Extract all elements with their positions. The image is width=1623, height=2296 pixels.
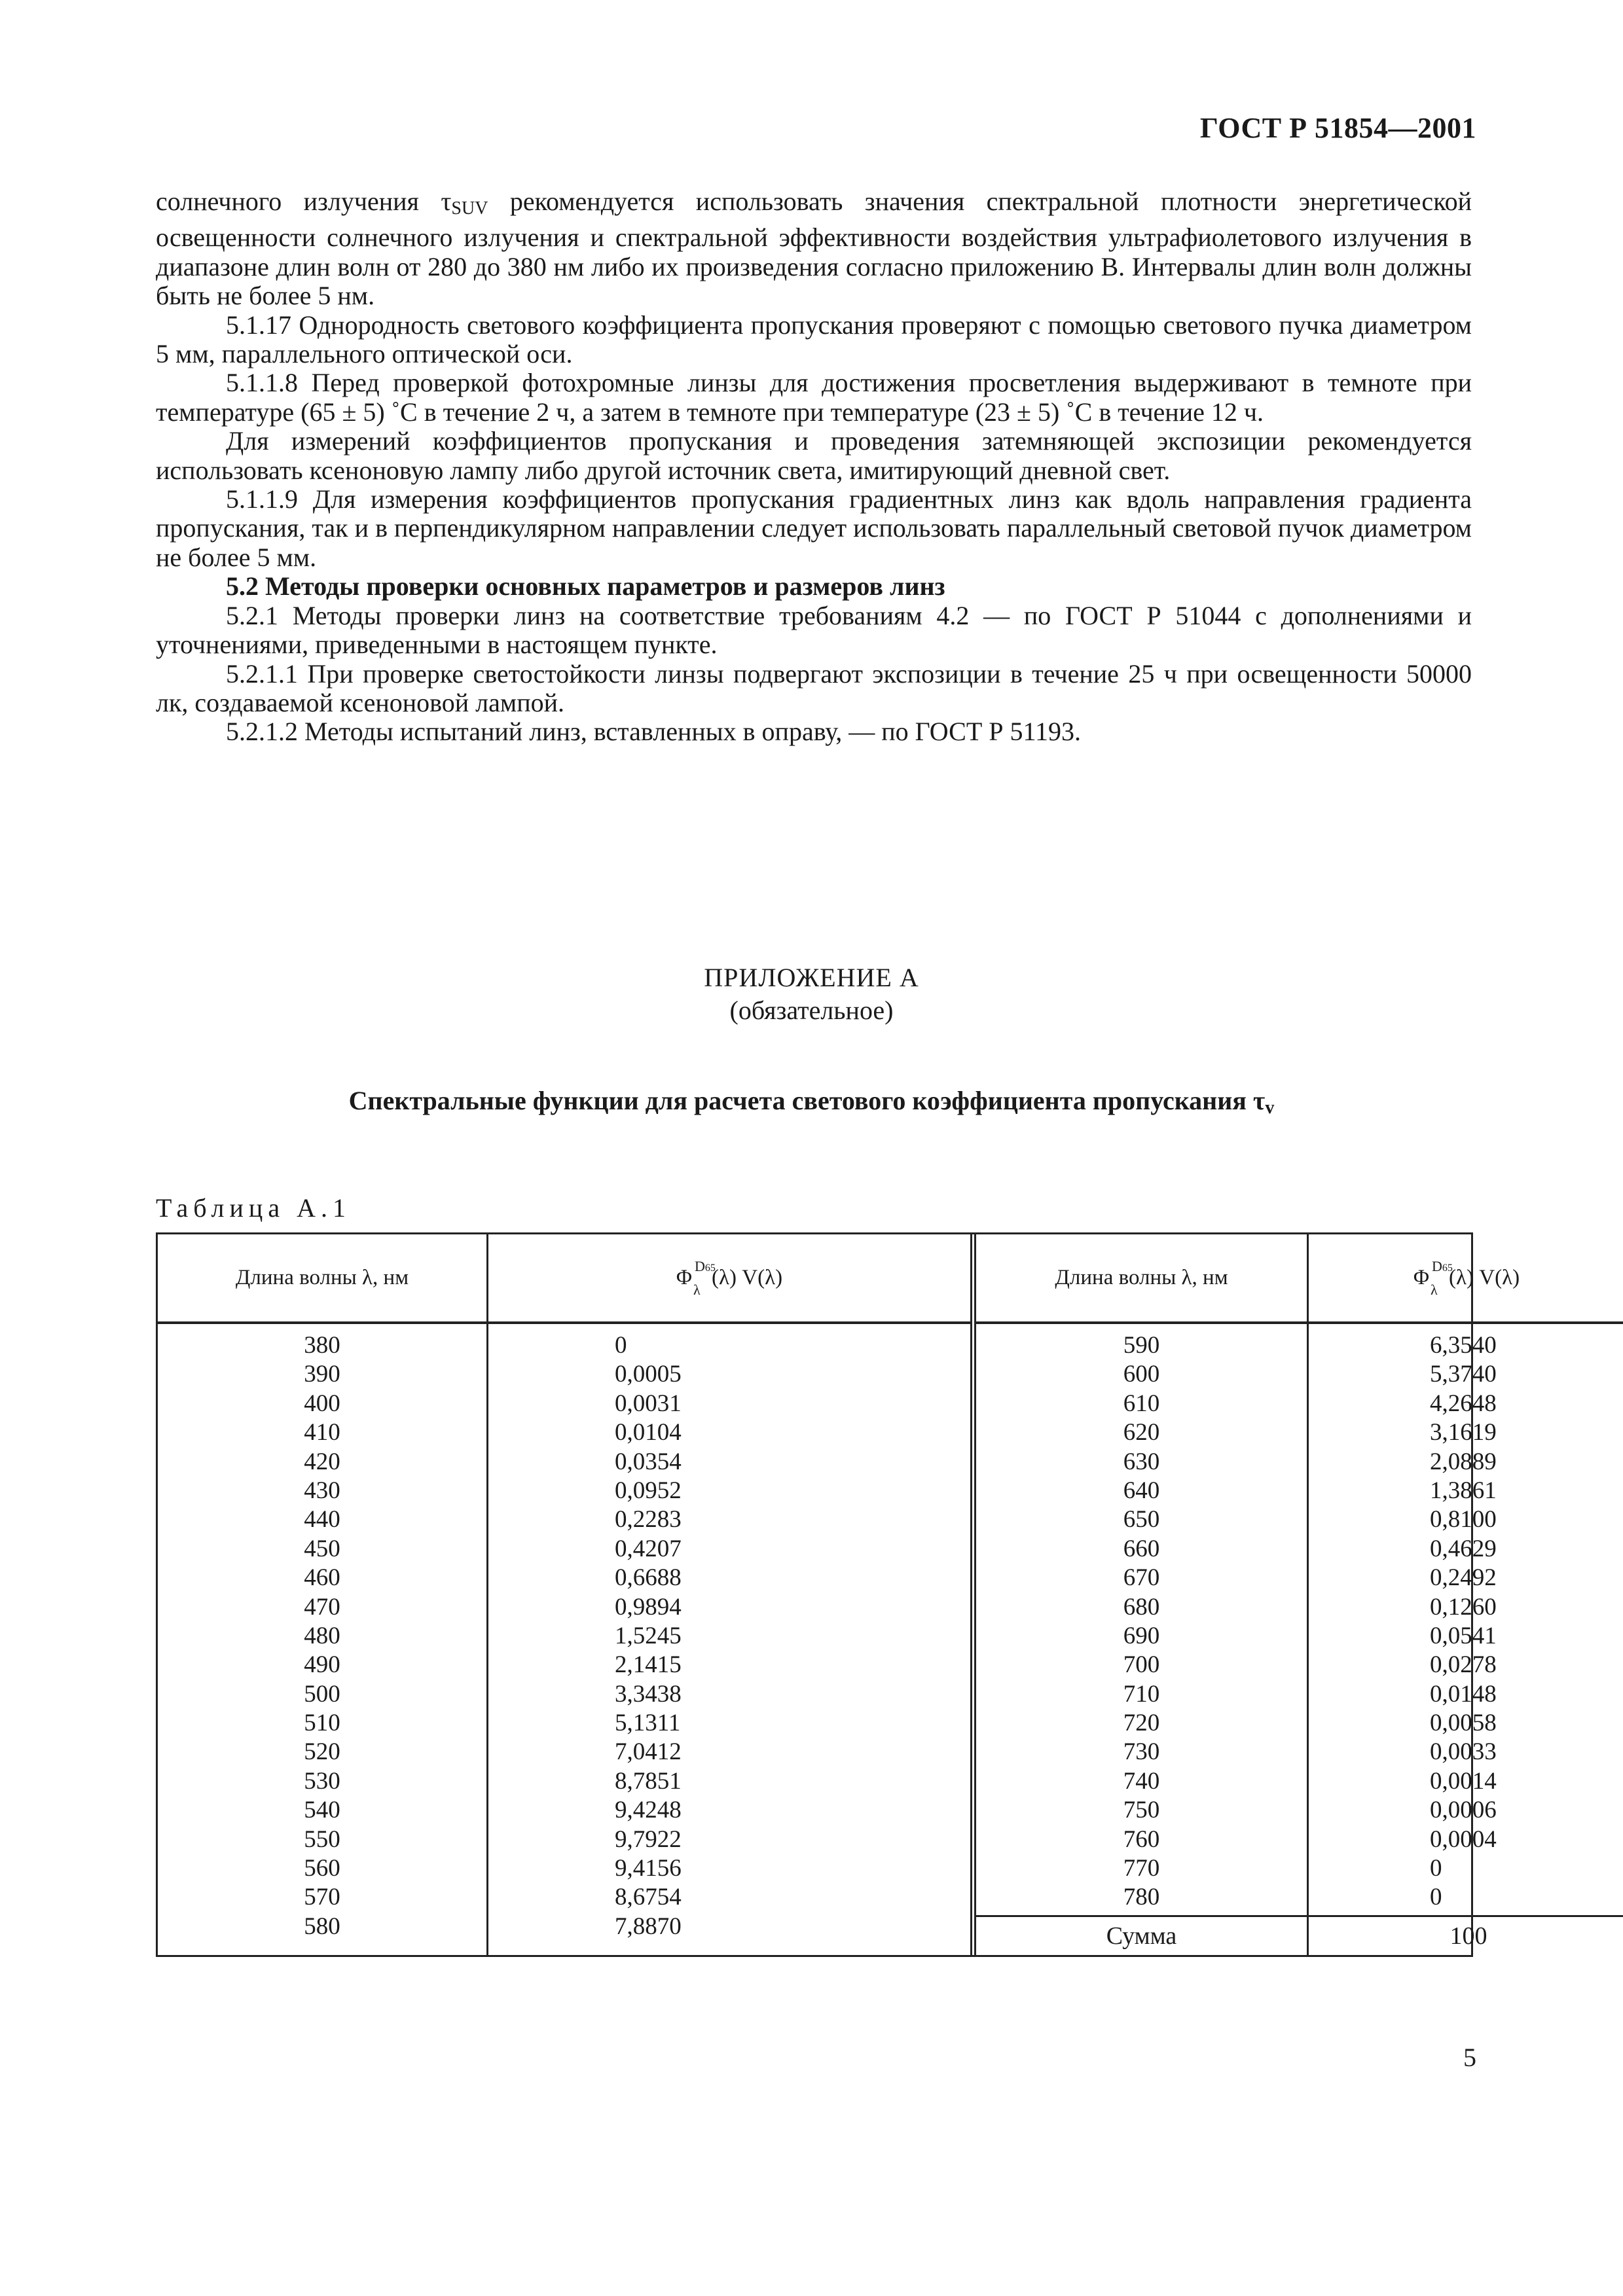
col-right-wavelength [976, 1234, 1309, 1955]
table-cell-wavelength: 630 [1123, 1448, 1160, 1475]
col-right-function [1309, 1234, 1520, 1955]
table-cell-wavelength: 440 [304, 1506, 340, 1534]
table-cell-value: 0,0033 [1430, 1738, 1497, 1766]
table-cell-value: 0,0006 [1430, 1797, 1497, 1824]
table-cell-value: 0,6688 [615, 1564, 682, 1592]
table-cell-value: 0,0005 [615, 1361, 682, 1388]
table-cell-wavelength: 620 [1123, 1419, 1160, 1446]
page-number: 5 [1463, 2043, 1476, 2072]
table-cell-value: 0,0354 [615, 1448, 682, 1475]
spectral-table [156, 1232, 1520, 1957]
table-cell-wavelength: 670 [1123, 1564, 1160, 1592]
paragraph-5-2-1-2: 5.2.1.2 Методы испытаний линз, вставленных в оправу, — по ГОСТ Р 51193. [226, 717, 1082, 747]
header-wavelength: Длина волны λ, нм [158, 1234, 486, 1324]
table-cell-wavelength: 470 [304, 1593, 340, 1621]
document-code: ГОСТ Р 51854—2001 [1199, 112, 1476, 144]
table-cell-value: 0,0148 [1430, 1680, 1497, 1708]
table-cell-wavelength: 650 [1123, 1506, 1160, 1534]
table-cell-wavelength: 730 [1123, 1738, 1160, 1766]
table-cell-wavelength: 450 [304, 1535, 340, 1562]
col-left-function [488, 1234, 976, 1955]
table-cell-wavelength: 600 [1123, 1361, 1160, 1388]
table-cell-wavelength: 500 [304, 1680, 340, 1708]
paragraph-xenon-lamp: Для измерений коэффициентов пропускания и проведения затемняющей экспозиции рекомендуется использовать ксеноновую лампу либо другой источник света, имитирующий дневной свет. [156, 426, 1472, 485]
right-function-values [1309, 1331, 1623, 1912]
table-cell-value: 3,1619 [1430, 1419, 1497, 1446]
table-cell-value: 7,0412 [615, 1738, 682, 1766]
paragraph-5-2-1-1: 5.2.1.1 При проверке светостойкости линзы подвергают экспозиции в течение 25 ч при освещенности 50000 лк, создаваемой ксеноновой лампой. [156, 658, 1472, 717]
table-cell-wavelength: 570 [304, 1884, 340, 1911]
table-cell-value: 9,4156 [615, 1855, 682, 1882]
paragraph-5-2-1: 5.2.1 Методы проверки линз на соответствие требованиям 4.2 — по ГОСТ Р 51044 с дополнениями и уточнениями, приведенными в настоящем пункте. [156, 600, 1472, 660]
table-cell-value: 4,2648 [1430, 1390, 1497, 1417]
table-cell-value: 2,1415 [615, 1651, 682, 1679]
left-wavelength-values [158, 1331, 486, 1941]
table-cell-wavelength: 530 [304, 1767, 340, 1795]
table-cell-value: 6,3540 [1430, 1332, 1497, 1359]
table-cell-value: 0,2283 [615, 1506, 682, 1534]
paragraph-5-1-1-9: 5.1.1.9 Для измерения коэффициентов пропускания градиентных линз как вдоль направления градиента пропускания, так и в перпендикулярном направлении следует использовать параллельный световой пучок диаметром не более 5 мм. [156, 484, 1472, 572]
right-wavelength-values [976, 1331, 1307, 1912]
appendix-heading: Спектральные функции для расчета светового коэффициента пропускания $\tau_v$ [348, 1086, 1275, 1118]
table-label: Таблица А.1 [156, 1193, 351, 1223]
table-cell-wavelength: 740 [1123, 1767, 1160, 1795]
table-cell-value: 0,8100 [1430, 1506, 1497, 1534]
table-cell-value: 5,3740 [1430, 1361, 1497, 1388]
table-cell-value: 0,0104 [615, 1419, 682, 1446]
table-cell-wavelength: 580 [304, 1912, 340, 1940]
left-function-values [488, 1331, 970, 1941]
table-cell-value: 0,4207 [615, 1535, 682, 1562]
table-cell-wavelength: 610 [1123, 1390, 1160, 1417]
table-cell-wavelength: 400 [304, 1390, 340, 1417]
table-cell-value: 0,0541 [1430, 1622, 1497, 1649]
appendix-note: (обязательное) [729, 996, 894, 1025]
table-cell-value: 0,4629 [1430, 1535, 1497, 1562]
table-cell-wavelength: 490 [304, 1651, 340, 1679]
table-cell-wavelength: 420 [304, 1448, 340, 1475]
table-cell-wavelength: 680 [1123, 1593, 1160, 1621]
table-cell-wavelength: 540 [304, 1797, 340, 1824]
table-cell-value: 0,0004 [1430, 1825, 1497, 1853]
table-cell-wavelength: 430 [304, 1477, 340, 1504]
table-cell-wavelength: 710 [1123, 1680, 1160, 1708]
table-cell-value: 0 [1430, 1884, 1442, 1911]
header-wavelength-2: Длина волны λ, нм [976, 1234, 1307, 1324]
table-cell-value: 9,4248 [615, 1797, 682, 1824]
header-function-2: Φ D65 λ (λ) V(λ) [1305, 1234, 1623, 1324]
paragraph-5-1-1-8: 5.1.1.8 Перед проверкой фотохромные линзы для достижения просветления выдерживают в темноте при температуре (65 ± 5) ˚С в течение 2 ч, а затем в темноте при температуре (23 ± 5) ˚С в течение 12 ч. [156, 368, 1472, 427]
sum-value: 100 [1309, 1915, 1623, 1955]
table-cell-wavelength: 760 [1123, 1825, 1160, 1853]
table-cell-value: 9,7922 [615, 1825, 682, 1853]
table-cell-wavelength: 590 [1123, 1332, 1160, 1359]
table-cell-value: 0,1260 [1430, 1593, 1497, 1621]
table-cell-wavelength: 560 [304, 1855, 340, 1882]
table-cell-value: 3,3438 [615, 1680, 682, 1708]
appendix-title: ПРИЛОЖЕНИЕ А [704, 963, 919, 992]
table-cell-value: 7,8870 [615, 1912, 682, 1940]
table-cell-value: 8,6754 [615, 1884, 682, 1911]
table-cell-wavelength: 640 [1123, 1477, 1160, 1504]
header-function: Φ D65 λ (λ) V(λ) [488, 1234, 970, 1324]
table-cell-wavelength: 690 [1123, 1622, 1160, 1649]
table-cell-value: 0,0031 [615, 1390, 682, 1417]
table-cell-value: 1,5245 [615, 1622, 682, 1649]
table-cell-wavelength: 520 [304, 1738, 340, 1766]
table-cell-value: 8,7851 [615, 1767, 682, 1795]
table-cell-value: 1,3861 [1430, 1477, 1497, 1504]
table-cell-value: 5,1311 [615, 1710, 681, 1737]
table-cell-value: 0 [1430, 1855, 1442, 1882]
table-cell-wavelength: 720 [1123, 1710, 1160, 1737]
table-cell-wavelength: 390 [304, 1361, 340, 1388]
table-cell-wavelength: 660 [1123, 1535, 1160, 1562]
sum-label: Сумма [976, 1915, 1307, 1955]
col-left-wavelength [158, 1234, 488, 1955]
paragraph-continuation: солнечного излучения $\tau_{SUV}$ рекомендуется использовать значения спектральной плотности энергетической освещенности солнечного излучения и спектральной эффективности воздействия ультрафиолетового излучения в диапазоне длин волн от 280 до 380 нм либо их произведения согласно приложению В. Интервалы длин волн должны быть не более 5 нм. [156, 187, 1472, 311]
table-cell-wavelength: 770 [1123, 1855, 1160, 1882]
table-cell-wavelength: 380 [304, 1332, 340, 1359]
table-cell-value: 0,0952 [615, 1477, 682, 1504]
table-cell-value: 0,2492 [1430, 1564, 1497, 1592]
table-cell-value: 0,0014 [1430, 1767, 1497, 1795]
table-cell-value: 0,0058 [1430, 1710, 1497, 1737]
table-cell-wavelength: 480 [304, 1622, 340, 1649]
table-cell-wavelength: 780 [1123, 1884, 1160, 1911]
table-cell-value: 0,9894 [615, 1593, 682, 1621]
table-cell-wavelength: 550 [304, 1825, 340, 1853]
table-cell-value: 0,0278 [1430, 1651, 1497, 1679]
table-cell-wavelength: 410 [304, 1419, 340, 1446]
body-text [156, 187, 1472, 747]
table-cell-wavelength: 510 [304, 1710, 340, 1737]
table-cell-wavelength: 700 [1123, 1651, 1160, 1679]
table-cell-wavelength: 460 [304, 1564, 340, 1592]
table-cell-value: 2,0889 [1430, 1448, 1497, 1475]
section-heading-5-2: 5.2 Методы проверки основных параметров и размеров линз [226, 571, 945, 601]
table-cell-wavelength: 750 [1123, 1797, 1160, 1824]
table-cell-value: 0 [615, 1332, 627, 1359]
paragraph-5-1-17: 5.1.17 Однородность светового коэффициента пропускания проверяют с помощью светового пучка диаметром 5 мм, параллельного оптической оси. [156, 310, 1472, 369]
